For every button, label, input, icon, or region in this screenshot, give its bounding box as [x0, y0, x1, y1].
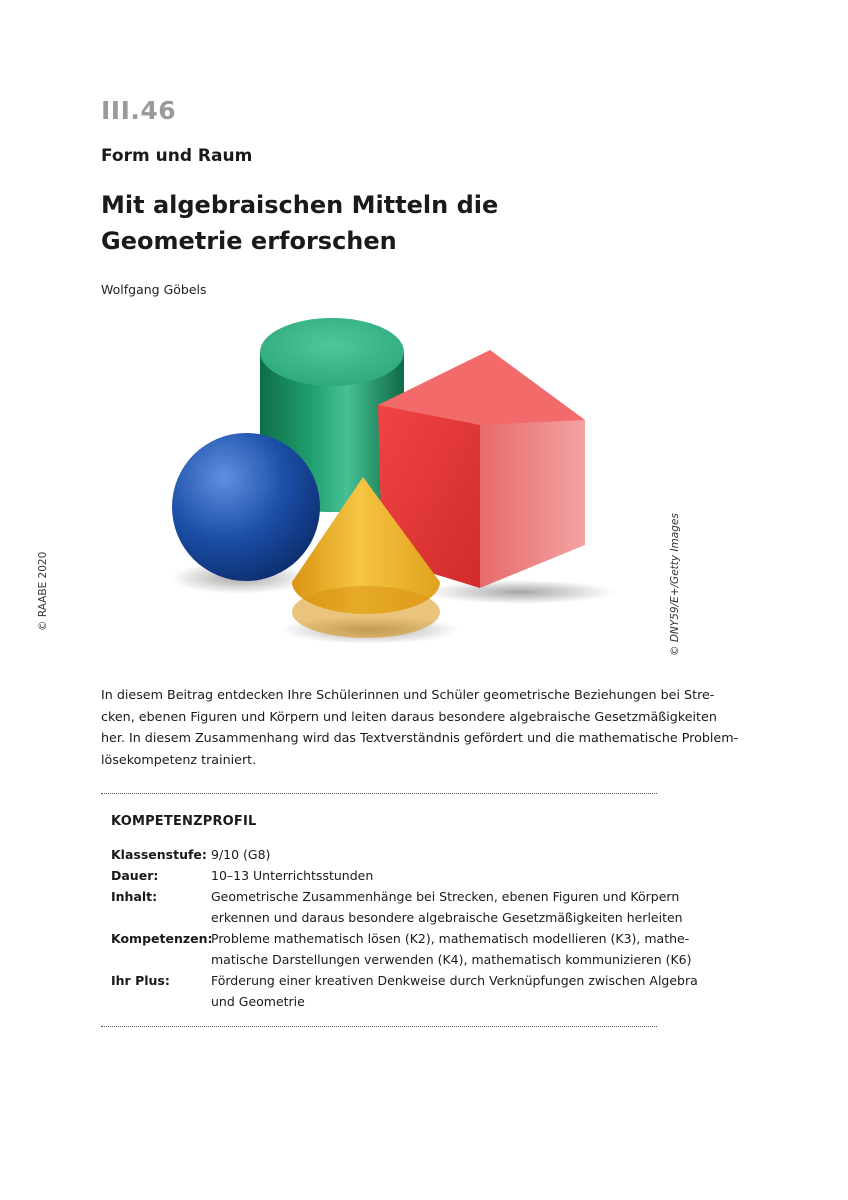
intro-line: her. In diesem Zusammenhang wird das Textverständnis gefördert und die mathematische Problem- [101, 730, 739, 745]
profile-value [211, 970, 698, 1012]
competence-profile [111, 814, 698, 1012]
intro-paragraph [101, 684, 739, 770]
title-line-1: Mit algebraischen Mitteln die [101, 191, 499, 219]
profile-heading: KOMPETENZPROFIL [111, 814, 257, 829]
sphere-shape [172, 433, 320, 581]
profile-value [211, 928, 692, 970]
profile-value-line: Geometrische Zusammenhänge bei Strecken, ebenen Figuren und Körpern [211, 889, 680, 904]
intro-line: In diesem Beitrag entdecken Ihre Schülerinnen und Schüler geometrische Beziehungen bei Stre- [101, 687, 715, 702]
profile-value [211, 865, 657, 886]
geometric-solids-photo [160, 310, 670, 660]
profile-row [111, 928, 692, 970]
profile-value-line: 10–13 Unterrichtsstunden [211, 868, 374, 883]
profile-value-line: und Geometrie [211, 994, 305, 1009]
profile-label: Klassenstufe: [111, 847, 207, 862]
profile-row [111, 886, 683, 928]
side-copyright: © RAABE 2020 [37, 551, 49, 631]
page-title [101, 187, 498, 259]
profile-value-line: matische Darstellungen verwenden (K4), mathematisch kommunizieren (K6) [211, 952, 692, 967]
intro-line: cken, ebenen Figuren und Körpern und leiten daraus besondere algebraische Gesetzmäßigkeiten [101, 708, 717, 724]
chapter-number: III.46 [101, 96, 177, 125]
dotted-divider-bottom [101, 1026, 657, 1027]
profile-label: Inhalt: [111, 889, 158, 904]
profile-label: Ihr Plus: [111, 973, 170, 988]
dotted-divider-top [101, 793, 657, 794]
profile-value [211, 886, 683, 928]
subject-heading: Form und Raum [101, 146, 253, 166]
profile-value [211, 844, 657, 865]
profile-value-line: Förderung einer kreativen Denkweise durch Verknüpfungen zwischen Algebra [211, 973, 698, 988]
image-credit: © DNY59/E+/Getty Images [669, 513, 681, 656]
title-line-2: Geometrie erforschen [101, 227, 397, 255]
profile-value-line: erkennen und daraus besondere algebraische Gesetzmäßigkeiten herleiten [211, 910, 683, 925]
profile-label: Kompetenzen: [111, 931, 213, 946]
author-name: Wolfgang Göbels [101, 282, 207, 297]
profile-row [111, 865, 657, 886]
profile-value-line: Probleme mathematisch lösen (K2), mathematisch modellieren (K3), mathe- [211, 931, 690, 946]
profile-row [111, 844, 657, 865]
profile-label: Dauer: [111, 868, 159, 883]
profile-row [111, 970, 698, 1012]
profile-value-line: 9/10 (G8) [211, 847, 271, 862]
intro-line: lösekompetenz trainiert. [101, 751, 257, 767]
